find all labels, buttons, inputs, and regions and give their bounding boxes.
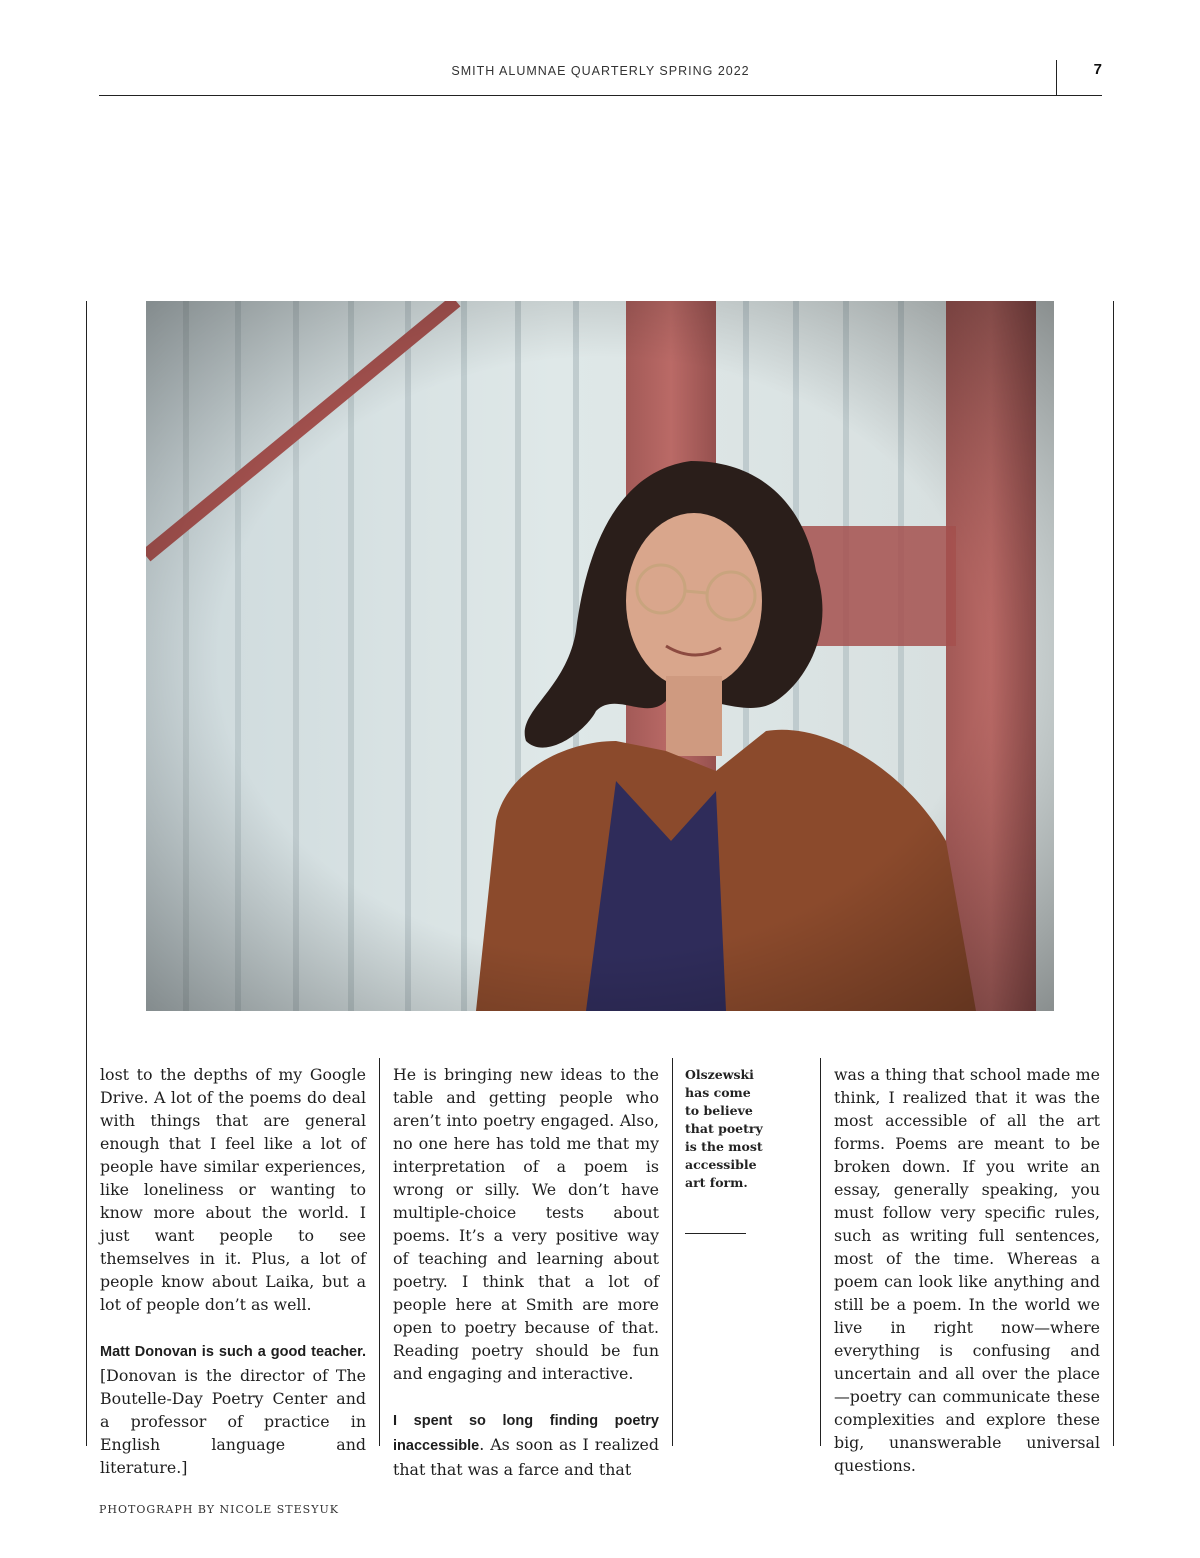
col4-paragraph-1: was a thing that school made me think, I realized that it was the most accessible of all the art forms. Poems are meant to be broken down. If you write an essay, generally speaking, you must follow very specific rules, such as writing full sentences, most of the time. Whereas a poem can look like anything and still be a poem. In the world we live in right now—where everything is confusing and uncertain and all over the place—poetry can communicate these complexities and explore these big, unanswerable universal questions. — [834, 1065, 1100, 1475]
pull-quote-rule — [685, 1233, 746, 1234]
portrait-photo — [146, 301, 1054, 1011]
article-column-1 — [100, 1063, 366, 1479]
pull-quote: Olszewski has come to believe that poetry is the most accessible art form. — [685, 1067, 763, 1190]
col2-body: . As soon as I realized that that was a farce and that — [393, 1435, 659, 1479]
column-rule-1 — [379, 1058, 380, 1446]
col2-lead-in: I spent so long finding poetry inaccessible — [393, 1413, 659, 1454]
running-title: SMITH ALUMNAE QUARTERLY SPRING 2022 — [451, 64, 750, 78]
column-rule-2 — [672, 1058, 673, 1446]
photo-credit: PHOTOGRAPH BY NICOLE STESYUK — [99, 1503, 339, 1516]
article-column-2 — [393, 1063, 659, 1481]
col1-paragraph-2 — [100, 1339, 366, 1479]
col2-paragraph-2 — [393, 1408, 659, 1481]
col1-paragraph-1: lost to the depths of my Google Drive. A lot of the poems do deal with things that are general enough that I feel like a lot of people have similar experiences, like loneliness or wanting to know more about the world. I just want people to see themselves in it. Plus, a lot of people know about Laika, but a lot of people don’t as well. — [100, 1065, 366, 1314]
portrait-photo-icon — [146, 301, 1054, 1011]
frame-rule-left — [86, 301, 87, 1446]
article-column-4 — [834, 1063, 1100, 1477]
running-header — [99, 60, 1102, 96]
header-divider — [1056, 60, 1057, 95]
col2-paragraph-1: He is bringing new ideas to the table and getting people who aren’t into poetry engaged. Also, no one here has told me that my interpretation of a poem is wrong or silly. We don’t have multiple-choice tests about poems. It’s a very positive way of teaching and learning about poetry. I think that a lot of people here at Smith are more open to poetry because of that. Reading poetry should be fun and engaging and interactive. — [393, 1065, 659, 1383]
col1-body: [Donovan is the director of The Boutelle-Day Poetry Center and a professor of practice in English language and literature.] — [100, 1366, 366, 1477]
column-rule-3 — [820, 1058, 821, 1446]
frame-rule-right — [1113, 301, 1114, 1446]
page-number: 7 — [1093, 61, 1102, 78]
col1-lead-in: Matt Donovan is such a good teacher. — [100, 1344, 366, 1360]
